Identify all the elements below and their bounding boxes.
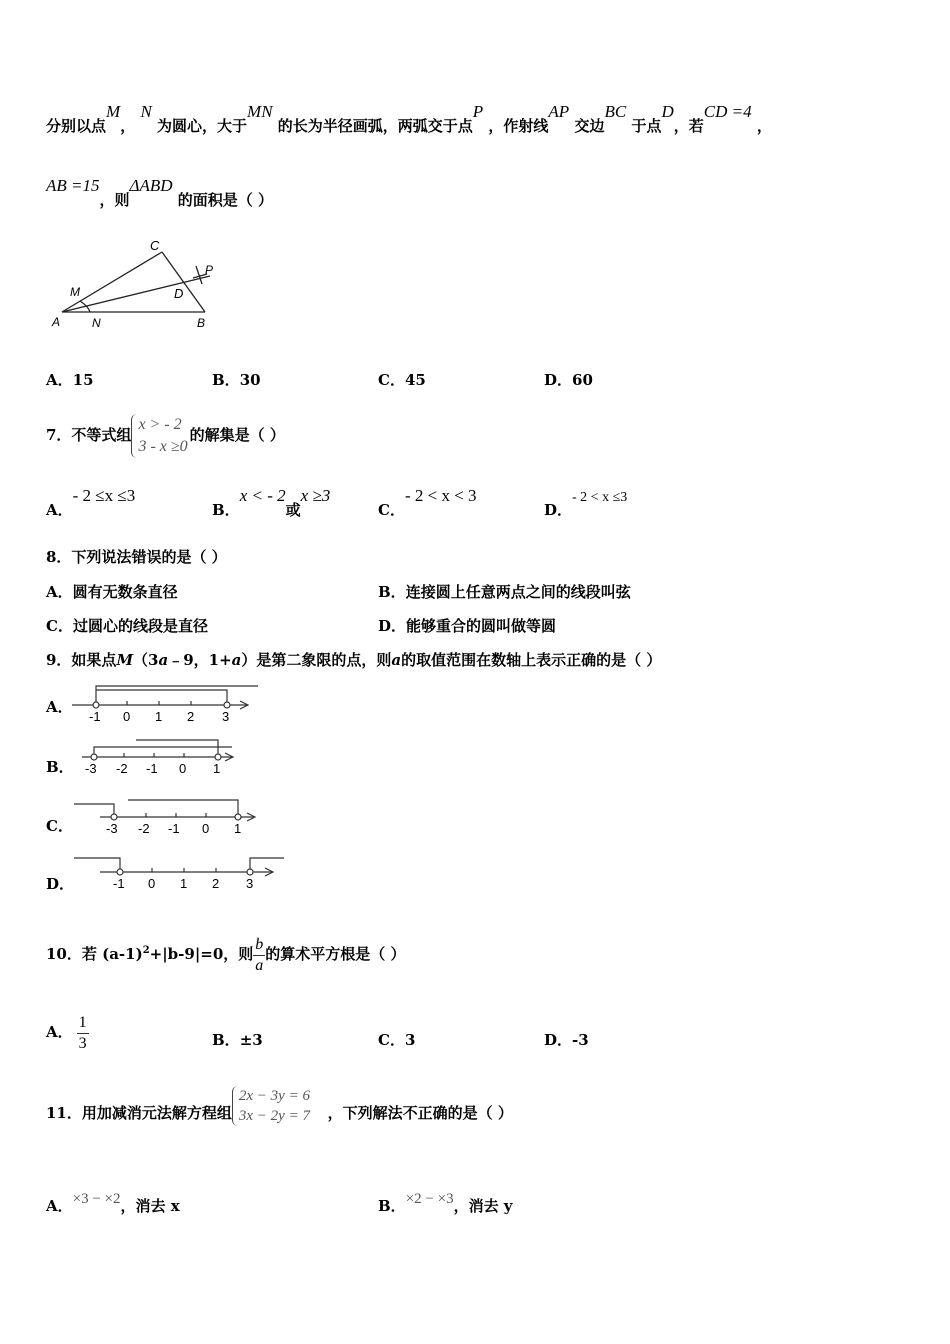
q7-ineq-1: x > - 2 [138,416,182,433]
q6-text-6: 于点 [631,117,662,135]
q9-numberline-a[interactable] [72,678,262,726]
option-math: ×3 − ×2 [72,1191,121,1207]
math-MN: MN [247,102,273,121]
option-math: - 2 < x < 3 [404,486,477,505]
option-letter: B． [378,583,406,601]
q6-text-2: 为圆心，大于 [157,117,248,135]
q7-question [46,412,285,458]
tick-label: 2 [187,709,195,724]
option-text: 15 [72,371,94,389]
fraction-numerator: b [253,935,265,956]
q7-system-brace [131,414,187,458]
tick-label: -1 [146,761,158,776]
q11-question [46,1090,513,1136]
q6-comma: ， [120,117,136,135]
q9-text-4: ）是第二象限的点，则 [241,651,392,669]
option-text: 圆有无数条直径 [72,583,178,601]
math-CD: CD =4 [703,102,752,121]
q7-option-d[interactable] [544,490,628,522]
q9-question [46,650,661,670]
q10-question [46,926,406,979]
option-text: -3 [572,1031,589,1049]
q6-text-1: 分别以点 [46,117,107,135]
fig-label-P: P [205,263,214,277]
q9-option-c[interactable]: C． [46,817,73,835]
tick-label: -1 [89,709,101,724]
option-letter: B． [212,1031,240,1049]
fig-label-M: M [70,285,80,299]
math-AB: AB =15 [46,176,100,195]
option-letter: C． [46,617,73,635]
q10-option-d[interactable] [544,1030,589,1050]
option-text: 60 [572,371,593,389]
q6-text-4: ，作射线 [488,117,549,135]
option-math-2: x ≥3 [300,486,331,505]
q10-text-1: 10．若 (a-1) [46,945,143,963]
q9-option-b[interactable]: B． [46,758,74,776]
q10-option-c[interactable] [378,1030,415,1050]
q8-option-b[interactable] [378,582,631,602]
q11-equation-2: 3x − 2y = 7 [238,1108,310,1124]
tick-label: -3 [106,821,118,836]
fig-label-D: D [174,286,184,301]
q10-exponent: 2 [142,945,150,956]
q6-text-5: 交边 [574,117,605,135]
q7-option-c[interactable] [378,486,477,520]
q9-text-5: 的取值范围在数轴上表示正确的是（ ） [401,651,662,669]
tick-label: -2 [138,821,150,836]
option-text: 45 [404,371,426,389]
q9-var-a: a [231,651,242,669]
q10-fraction [253,935,265,976]
fig-label-A: A [52,315,61,329]
option-letter: A． [46,501,73,519]
tick-label: 0 [202,821,210,836]
q6-line-2 [46,176,274,210]
q9-numberline-d[interactable] [72,854,287,902]
option-letter: A． [46,583,73,601]
q7-tail: 的解集是（ ） [189,426,285,444]
option-text: ，消去 x [120,1197,180,1215]
option-math: - 2 < x ≤3 [572,490,628,505]
fraction-denominator: 3 [78,1034,87,1052]
q6-option-c[interactable] [378,370,426,390]
q6-option-b[interactable] [212,370,261,390]
fraction-denominator: a [255,956,264,974]
tick-label: 3 [222,709,230,724]
q10-text-2: +|b-9|=0，则 [149,945,254,963]
tick-label: 0 [123,709,131,724]
q9-var-a: a [391,651,402,669]
option-text: 过圆心的线段是直径 [72,617,208,635]
option-letter: A． [46,1023,73,1041]
option-text: ±3 [239,1031,263,1049]
tick-label: -3 [85,761,97,776]
option-text: 3 [404,1031,416,1049]
option-letter: A． [46,1197,73,1215]
option-letter: A． [46,371,73,389]
tick-label: 1 [155,709,163,724]
math-BC: BC [604,102,627,121]
q6-line-1 [46,102,772,136]
option-letter: D． [544,1031,573,1049]
q7-option-a[interactable] [46,486,136,520]
math-AP: AP [548,102,570,121]
math-N: N [140,102,152,121]
q10-option-b[interactable] [212,1030,263,1050]
math-P: P [472,102,484,121]
q6-option-d[interactable] [544,370,593,390]
q9-option-d[interactable]: D． [46,875,75,893]
tick-label: -2 [116,761,128,776]
option-math-1: x < - 2 [239,486,286,505]
q9-text-1: 9．如果点 [46,651,117,669]
option-letter: C． [378,501,405,519]
q11-option-b[interactable] [378,1191,513,1217]
tick-label: 0 [179,761,187,776]
fig-label-B: B [197,316,206,330]
option-letter: B． [212,501,240,519]
fraction-numerator: 1 [77,1013,89,1034]
tick-label: 2 [212,876,220,891]
q7-ineq-2: 3 - x ≥0 [138,438,188,455]
q6-text-9: 的面积是（ ） [177,191,274,209]
tick-label: 1 [213,761,221,776]
q11-text-2: ，下列解法不正确的是（ ） [327,1104,513,1122]
q9-numberline-b[interactable] [72,736,252,784]
q6-text-3: 的长为半径画弧，两弧交于点 [277,117,473,135]
q8-option-a[interactable] [46,582,178,602]
q8-option-d[interactable] [378,616,556,636]
q6-text-8: ，则 [99,191,130,209]
tick-label: 1 [180,876,188,891]
tick-label: -1 [113,876,125,891]
option-letter: B． [212,371,240,389]
fig-label-N: N [92,316,101,330]
q6-text-7: ，若 [673,117,704,135]
q9-point-M: M [116,651,134,669]
q9-option-a[interactable]: A． [46,698,73,716]
option-math: - 2 ≤x ≤3 [72,486,136,505]
q9-text-2: （3 [133,651,159,669]
q11-equation-1: 2x − 3y = 6 [238,1088,310,1104]
q10-option-a[interactable] [46,1010,89,1054]
option-letter: C． [378,371,405,389]
option-letter: B． [378,1197,406,1215]
q11-option-a[interactable] [46,1191,180,1217]
math-M: M [106,102,121,121]
q8-option-c[interactable] [46,616,208,636]
q9-text-3: ﹣9，1+ [168,651,232,669]
q6-option-a[interactable] [46,370,94,390]
q8-question: 8．下列说法错误的是（ ） [46,548,227,566]
q7-number: 7．不等式组 [46,426,132,444]
option-math: ×2 − ×3 [405,1191,454,1207]
fig-label-C: C [150,238,160,253]
math-D: D [661,102,674,121]
option-text: 连接圆上任意两点之间的线段叫弦 [405,583,631,601]
option-or: 或 [285,501,301,519]
q10-text-3: 的算术平方根是（ ） [265,945,406,963]
q7-option-b[interactable] [212,486,331,520]
option-text: 能够重合的圆叫做等圆 [406,617,557,635]
option-letter: D． [544,501,573,519]
q11-text-1: 11．用加减消元法解方程组 [46,1104,232,1122]
q11-system-brace [232,1086,310,1126]
option-letter: D． [378,617,407,635]
option-letter: D． [544,371,573,389]
q6-comma-2: ， [756,117,772,135]
q9-var-a: a [158,651,169,669]
q9-numberline-c[interactable] [72,796,262,844]
option-fraction [77,1013,89,1054]
tick-label: 3 [246,876,254,891]
math-triangle-ABD: ΔABD [129,176,173,195]
option-text: 30 [239,371,261,389]
tick-label: 0 [148,876,156,891]
tick-label: 1 [234,821,242,836]
tick-label: -1 [168,821,180,836]
option-text: ，消去 y [453,1197,513,1215]
q6-triangle-figure [50,238,230,333]
option-letter: C． [378,1031,405,1049]
